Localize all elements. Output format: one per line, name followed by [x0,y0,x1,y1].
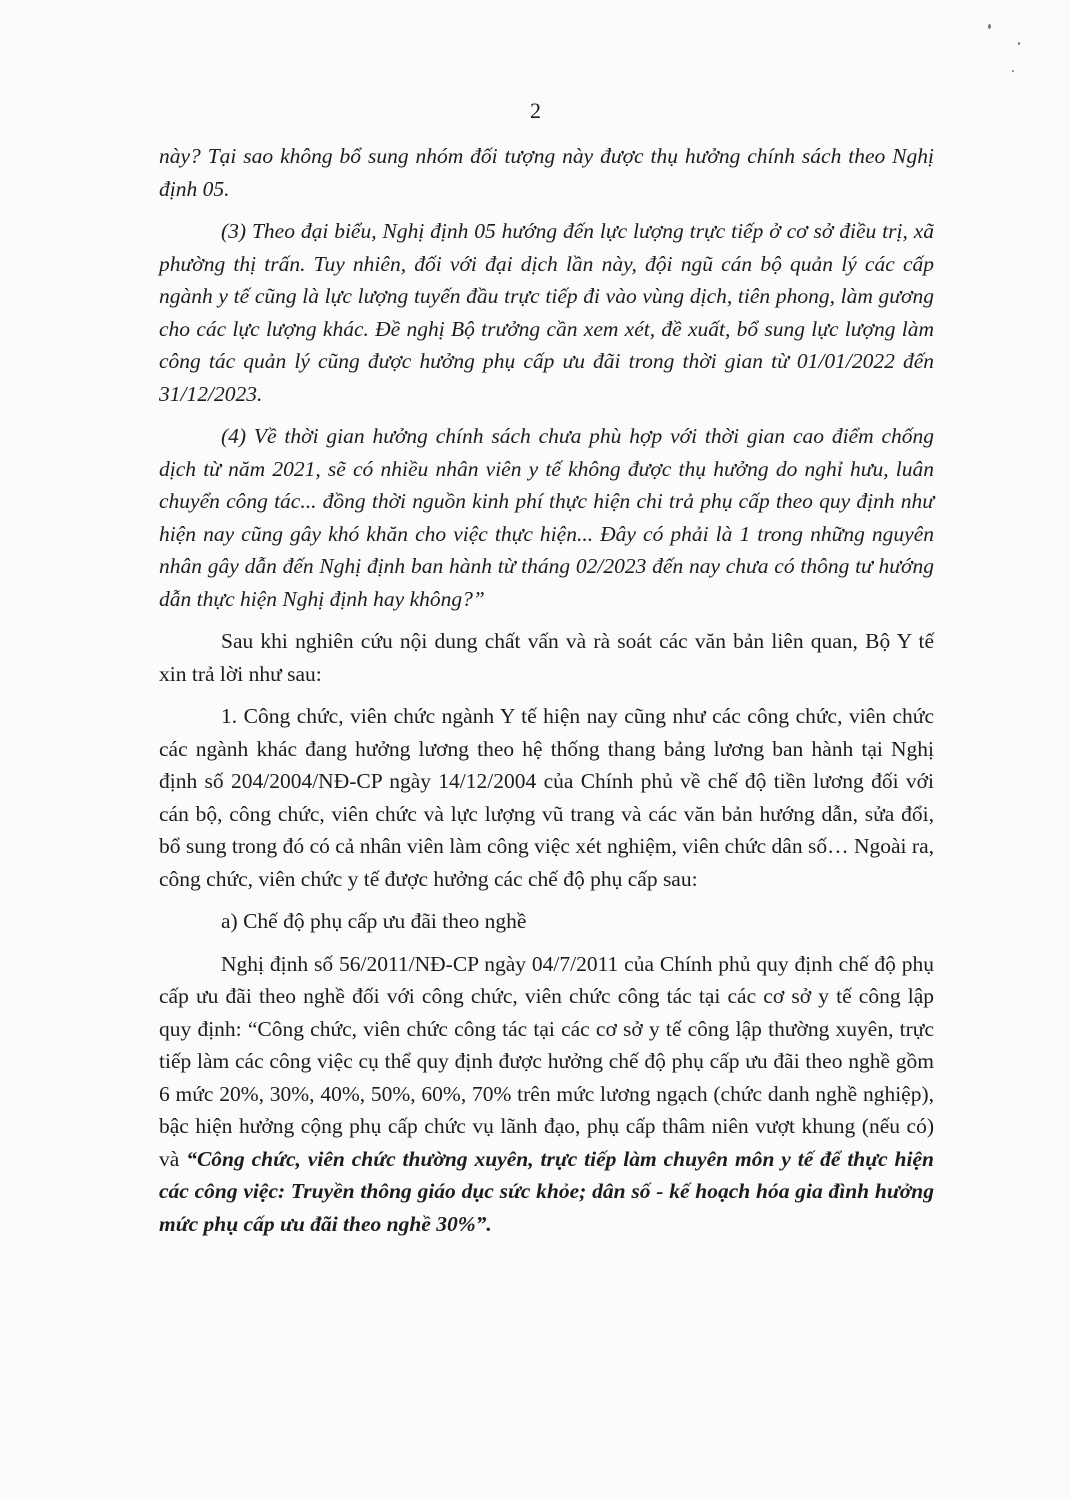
decree-56-text: Nghị định số 56/2011/NĐ-CP ngày 04/7/2011 của Chính phủ quy định chế độ phụ cấp ưu đãi theo nghề đối với công chức, viên chức công tác tại các cơ sở y tế công lập quy định: “Công chức, viên chức công tác tại các cơ sở y tế công lập thường xuyên, trực tiếp làm các công việc cụ thể quy định được hưởng chế độ phụ cấp ưu đãi theo nghề gồm 6 mức 20%, 30%, 40%, 50%, 60%, 70% trên mức lương ngạch (chức danh nghề nghiệp), bậc hiện hưởng cộng phụ cấp chức vụ lãnh đạo, phụ cấp thâm niên vượt khung (nếu có) và [159,951,934,1171]
scan-speck [988,24,991,29]
decree-56-paragraph [159,948,934,1241]
decree-56-emphasis: “Công chức, viên chức thường xuyên, trực tiếp làm chuyên môn y tế để thực hiện các công việc: Truyền thông giáo dục sức khỏe; dân số - kế hoạch hóa gia đình hưởng mức phụ cấp ưu đãi theo nghề 30%”. [159,1146,934,1236]
quoted-question-4: (4) Về thời gian hưởng chính sách chưa phù hợp với thời gian cao điểm chống dịch từ năm 2021, sẽ có nhiều nhân viên y tế không được thụ hưởng do nghỉ hưu, luân chuyển công tác... đồng thời nguồn kinh phí thực hiện chi trả phụ cấp theo quy định như hiện nay cũng gây khó khăn cho việc thực hiện... Đây có phải là 1 trong những nguyên nhân gây dẫn đến Nghị định ban hành từ tháng 02/2023 đến nay chưa có thông tư hướng dẫn thực hiện Nghị định hay không?” [159,424,934,611]
quoted-question-continuation: này? Tại sao không bổ sung nhóm đối tượng này được thụ hưởng chính sách theo Nghị định 05. [159,144,934,201]
response-item-1: 1. Công chức, viên chức ngành Y tế hiện nay cũng như các công chức, viên chức các ngành khác đang hưởng lương theo hệ thống thang bảng lương ban hành tại Nghị định số 204/2004/NĐ-CP ngày 14/12/2004 của Chính phủ về chế độ tiền lương đối với cán bộ, công chức, viên chức và lực lượng vũ trang và các văn bản hướng dẫn, sửa đổi, bổ sung trong đó có cả nhân viên làm công việc xét nghiệm, viên chức dân số… Ngoài ra, công chức, viên chức y tế được hưởng các chế độ phụ cấp sau: [159,704,934,891]
page-number: 2 [530,98,541,123]
response-item-a-heading: a) Chế độ phụ cấp ưu đãi theo nghề [221,909,527,933]
scan-speck [1012,70,1014,72]
document-body [159,140,934,1250]
quoted-question-3: (3) Theo đại biểu, Nghị định 05 hướng đến lực lượng trực tiếp ở cơ sở điều trị, xã phường thị trấn. Tuy nhiên, đối với đại dịch lần này, đội ngũ cán bộ quản lý các cấp ngành y tế cũng là lực lượng tuyến đầu trực tiếp đi vào vùng dịch, tiên phong, làm gương cho các lực lượng khác. Đề nghị Bộ trưởng cần xem xét, đề xuất, bổ sung lực lượng làm công tác quản lý cũng được hưởng phụ cấp ưu đãi trong thời gian từ 01/01/2022 đến 31/12/2023. [159,219,934,406]
scan-speck [1018,42,1020,45]
response-intro: Sau khi nghiên cứu nội dung chất vấn và rà soát các văn bản liên quan, Bộ Y tế xin trả lời như sau: [159,629,934,686]
